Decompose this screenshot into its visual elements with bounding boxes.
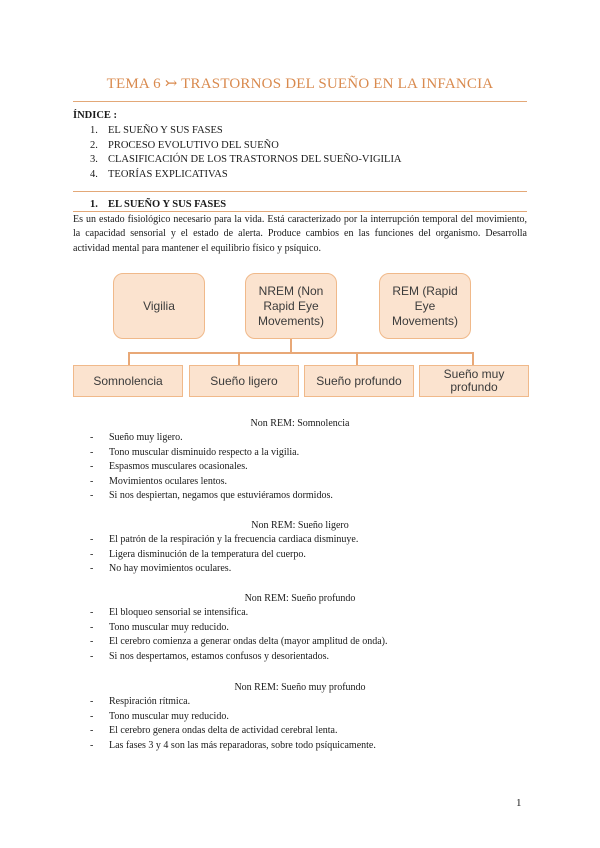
diagram-box-sueno-ligero: Sueño ligero: [189, 365, 299, 397]
diagram-box-nrem: NREM (Non Rapid Eye Movements): [245, 273, 337, 339]
list-item: - Movimientos oculares lentos.: [90, 475, 333, 490]
list-item: - El cerebro comienza a generar ondas delta (mayor amplitud de onda).: [90, 635, 388, 650]
index-item: 1. EL SUEÑO Y SUS FASES: [90, 125, 223, 136]
diagram-connector: [472, 352, 474, 365]
page-number: 1: [516, 797, 522, 809]
section-intro: Es un estado fisiológico necesario para la vida. Está caracterizado por la interrupción temporal del movimiento, la capacidad sensorial y el estado de alerta. Produce cambios en las funciones del organismo. Desarrolla actividad mental para mantener el equilibrio físico y psíquico.: [73, 214, 527, 254]
phase-heading-sueno-muy-profundo: Non REM: Sueño muy profundo: [234, 682, 366, 693]
list-item: - Tono muscular muy reducido.: [90, 710, 376, 725]
diagram-box-sueno-muy-profundo: Sueño muy profundo: [419, 365, 529, 397]
diagram-box-sueno-profundo: Sueño profundo: [304, 365, 414, 397]
phase-list-somnolencia: [90, 431, 333, 504]
section-divider: [73, 211, 527, 212]
list-item: - Tono muscular muy reducido.: [90, 621, 388, 636]
diagram-connector: [128, 352, 474, 354]
list-item: - Respiración rítmica.: [90, 695, 376, 710]
list-item: - Si nos despiertan, negamos que estuviéramos dormidos.: [90, 489, 333, 504]
phase-heading-somnolencia: Non REM: Somnolencia: [250, 418, 350, 429]
index-heading: ÍNDICE :: [73, 110, 118, 121]
diagram-box-somnolencia: Somnolencia: [73, 365, 183, 397]
section-heading: 1. EL SUEÑO Y SUS FASES: [90, 199, 227, 210]
phase-heading-sueno-profundo: Non REM: Sueño profundo: [244, 593, 356, 604]
index-divider: [73, 191, 527, 192]
phase-list-sueno-profundo: [90, 606, 388, 664]
diagram-box-rem: REM (Rapid Eye Movements): [379, 273, 471, 339]
index-item: 3. CLASIFICACIÓN DE LOS TRASTORNOS DEL SUEÑO-VIGILIA: [90, 154, 402, 166]
list-item: - El cerebro genera ondas delta de actividad cerebral lenta.: [90, 724, 376, 739]
index-item: 4. TEORÍAS EXPLICATIVAS: [90, 168, 228, 180]
list-item: - Sueño muy ligero.: [90, 431, 333, 446]
title-divider: [73, 101, 527, 102]
list-item: - El bloqueo sensorial se intensifica.: [90, 606, 388, 621]
diagram-connector: [238, 352, 240, 365]
list-item: - Tono muscular disminuido respecto a la vigilia.: [90, 446, 333, 461]
index-list: [90, 124, 402, 182]
diagram-box-vigilia: Vigilia: [113, 273, 205, 339]
phase-heading-sueno-ligero: Non REM: Sueño ligero: [251, 520, 349, 531]
list-item: - Las fases 3 y 4 son las más reparadoras, sobre todo psíquicamente.: [90, 739, 376, 754]
diagram-connector: [290, 339, 292, 353]
diagram-connector: [128, 352, 130, 365]
list-item: - Ligera disminución de la temperatura del cuerpo.: [90, 548, 358, 563]
list-item: - Si nos despertamos, estamos confusos y desorientados.: [90, 650, 388, 665]
diagram-connector: [356, 352, 358, 365]
list-item: - El patrón de la respiración y la frecuencia cardiaca disminuye.: [90, 533, 358, 548]
list-item: - Espasmos musculares ocasionales.: [90, 460, 333, 475]
phase-list-sueno-ligero: [90, 533, 358, 577]
phase-list-sueno-muy-profundo: [90, 695, 376, 753]
index-item: 2. PROCESO EVOLUTIVO DEL SUEÑO: [90, 139, 279, 151]
list-item: - No hay movimientos oculares.: [90, 562, 358, 577]
page-title: TEMA 6 ↣ TRASTORNOS DEL SUEÑO EN LA INFANCIA: [106, 76, 494, 92]
